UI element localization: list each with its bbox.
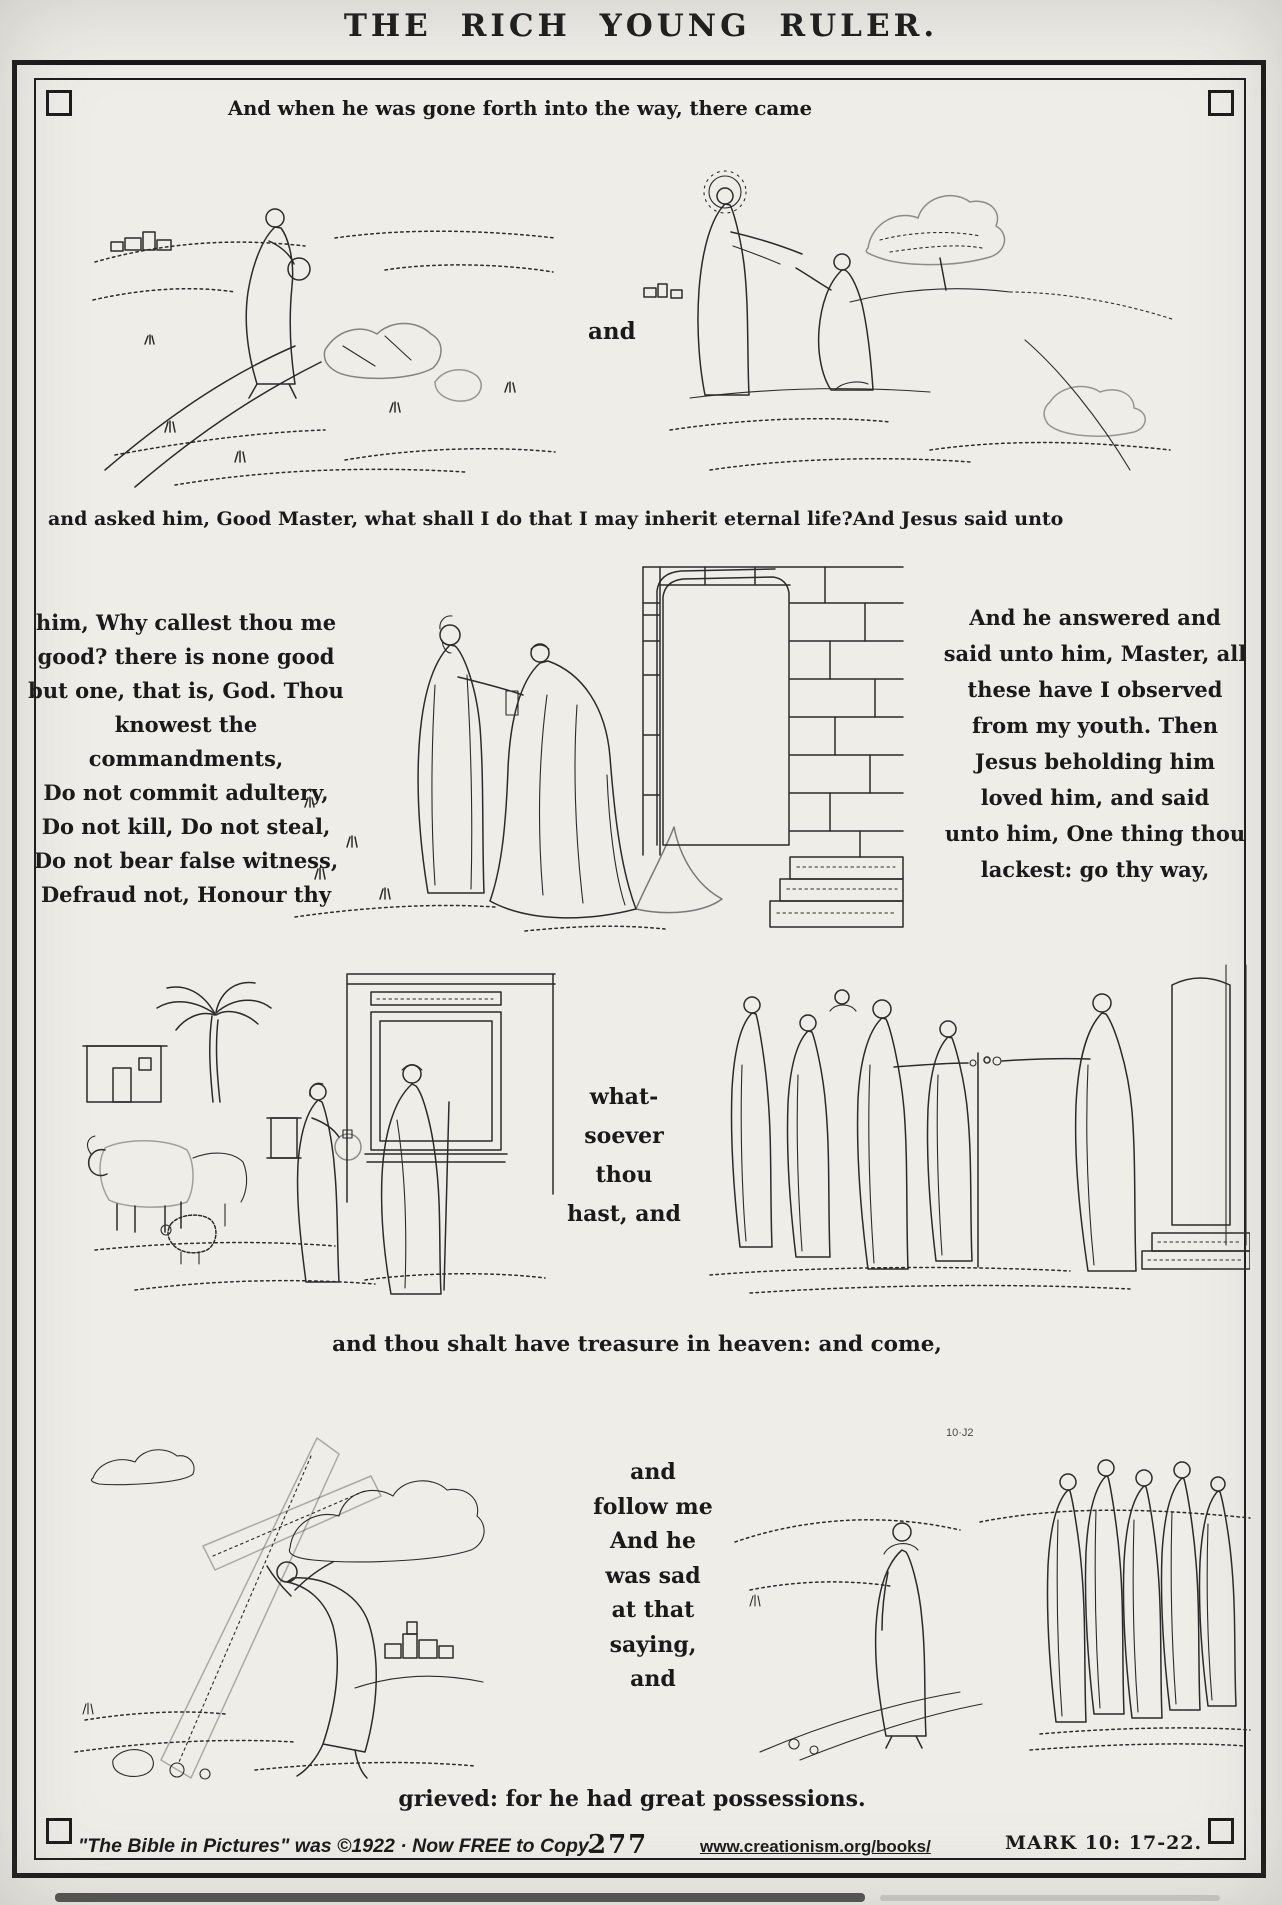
left-line: Do not kill, Do not steal,	[41, 814, 331, 839]
caption-asked-part2: And Jesus said unto	[852, 508, 1064, 530]
whatsoever-line: hast, and	[567, 1201, 681, 1227]
scan-edge-smudge	[55, 1893, 865, 1902]
right-line: unto him, One thing thou	[944, 821, 1246, 846]
caption-opening: And when he was gone forth into the way, there came	[227, 97, 813, 120]
left-line: Do not commit adultery,	[43, 780, 329, 805]
scan-edge-smudge-light	[880, 1895, 1220, 1901]
illustration-jesus-and-ruler-at-doorway	[285, 545, 905, 945]
illustration-house-servant-with-jug-and-cattle	[75, 950, 560, 1310]
caption-grieved: grieved: for he had great possessions.	[398, 1786, 866, 1812]
caption-treasure: and thou shalt have treasure in heaven: and come,	[332, 1332, 942, 1357]
left-line: but one, that is, God. Thou	[28, 678, 344, 703]
follow-line: and	[630, 1459, 676, 1485]
caption-asked-line	[48, 508, 1064, 530]
footer-page-number: 277	[588, 1830, 649, 1860]
illustration-man-carrying-cross	[55, 1380, 485, 1780]
follow-line: and	[630, 1666, 676, 1692]
footer-copyright: "The Bible in Pictures" was ©1922 · Now FREE to Copy.	[78, 1835, 594, 1857]
footer-verse-reference: MARK 10: 17-22.	[1005, 1832, 1203, 1854]
whatsoever-line: what-	[589, 1084, 659, 1110]
follow-line: saying,	[609, 1631, 697, 1658]
caption-and-connector: and	[588, 318, 636, 345]
corner-ornament-top-right	[1208, 90, 1234, 116]
right-line: loved him, and said	[980, 785, 1210, 810]
text-column-right	[930, 600, 1260, 888]
footer-url: www.creationism.org/books/	[700, 1837, 931, 1856]
right-line: Jesus beholding him	[974, 749, 1216, 774]
text-column-whatsoever	[562, 1078, 686, 1234]
left-line: Defraud not, Honour thy	[40, 882, 332, 907]
right-line: And he answered and	[969, 605, 1221, 630]
follow-line: at that	[611, 1597, 695, 1623]
caption-asked-part1: and asked him, Good Master, what shall I do that I may inherit eternal life?	[48, 508, 853, 530]
whatsoever-line: thou	[595, 1162, 653, 1188]
footer	[0, 1830, 1282, 1864]
illustration-jesus-and-kneeling-ruler	[630, 140, 1200, 505]
follow-line: was sad	[605, 1562, 701, 1589]
right-line: these have I observed	[967, 677, 1223, 702]
left-line: good? there is none good	[37, 644, 335, 669]
illustration-giving-to-the-poor	[690, 945, 1250, 1310]
illustration-traveler-on-road	[85, 140, 565, 495]
text-column-follow	[578, 1455, 728, 1697]
follow-line: follow me	[593, 1493, 713, 1520]
right-line: lackest: go thy way,	[980, 857, 1210, 882]
left-line: him, Why callest thou me	[35, 610, 337, 635]
page-title: THE RICH YOUNG RULER.	[343, 8, 939, 44]
follow-line: And he	[609, 1528, 697, 1554]
left-line: knowest the commandments,	[88, 712, 284, 771]
whatsoever-line: soever	[584, 1123, 664, 1149]
right-line: said unto him, Master, all	[943, 641, 1247, 666]
engraver-mark: 10·J2	[946, 1427, 974, 1439]
illustration-sad-ruler-departing	[730, 1390, 1255, 1770]
right-line: from my youth. Then	[972, 713, 1218, 738]
left-line: Do not bear false witness,	[33, 848, 339, 873]
